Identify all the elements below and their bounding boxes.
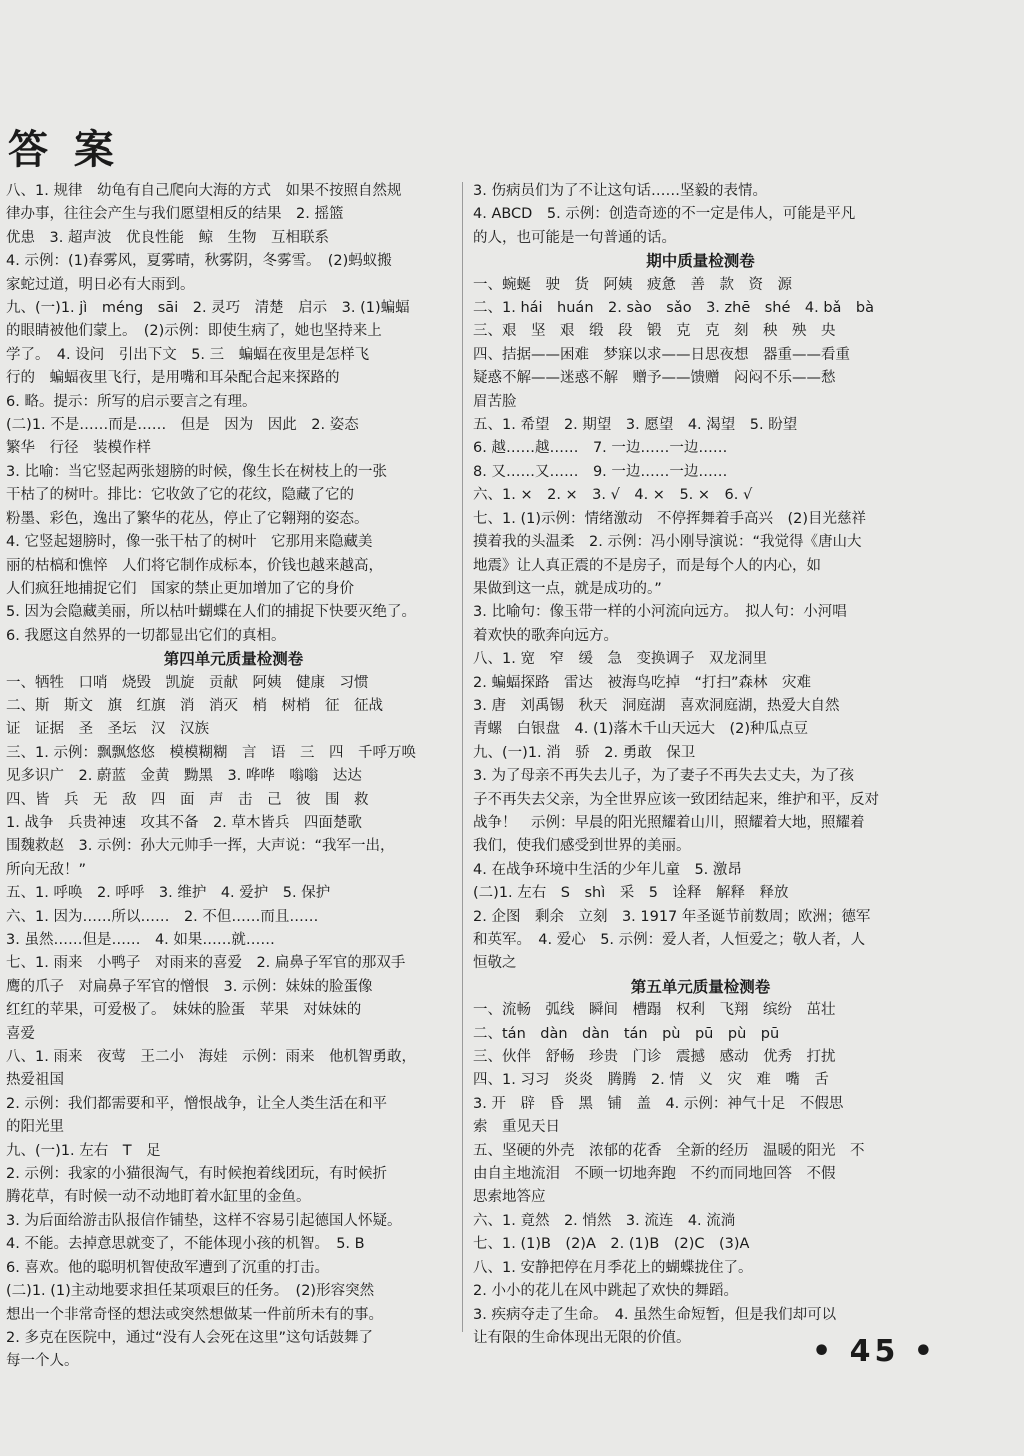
- answer-line: 让有限的生命体现出无限的价值。: [473, 1329, 691, 1346]
- answer-line: 2. 企图 剩余 立刻 3. 1917 年圣诞节前数周；欧洲；德军: [473, 908, 871, 925]
- answer-line: 六、1. 竟然 2. 悄然 3. 流连 4. 流淌: [473, 1212, 736, 1229]
- answer-line: 八、1. 雨来 夜莺 王二小 海娃 示例：雨来 他机智勇敢，: [6, 1049, 416, 1066]
- answer-line: 九、(一)1. 消 骄 2. 勇敢 保卫: [473, 744, 696, 761]
- answer-line: 腾花草，有时候一动不动地盯着水缸里的金鱼。: [6, 1189, 311, 1206]
- answer-line: 二、tán dàn dàn tán pù pū pù pū: [473, 1025, 780, 1042]
- answer-line: 4. 不能。去掉意思就变了，不能体现小孩的机智。 5. B: [6, 1236, 365, 1253]
- answer-line: 粉墨、彩色，逸出了繁华的花丛，停止了它翱翔的姿态。: [6, 510, 369, 527]
- answer-line: 8. 又……又…… 9. 一边……一边……: [473, 463, 728, 480]
- answer-line: 九、(一)1. jì méng sāi 2. 灵巧 清楚 启示 3. (1)蝙蝠: [6, 300, 410, 317]
- answer-line: 疑惑不解——迷惑不解 赠予——馈赠 闷闷不乐——愁: [473, 370, 836, 387]
- answer-line: 1. 战争 兵贵神速 攻其不备 2. 草木皆兵 四面楚歌: [6, 814, 362, 831]
- answer-line: 着欢快的歌奔向远方。: [473, 627, 618, 644]
- answer-line: 学了。 4. 设问 引出下文 5. 三 蝙蝠在夜里是怎样飞: [6, 346, 370, 363]
- answer-line: 丽的枯槁和憔悴 人们将它制作成标本，价钱也越来越高，: [6, 557, 383, 574]
- right-answer-column: [473, 180, 928, 1350]
- answer-line: 一、牺牲 口哨 烧毁 凯旋 贡献 阿姨 健康 习惯: [6, 674, 369, 691]
- answer-line: 家蛇过道，明日必有大雨到。: [6, 276, 195, 293]
- answer-line: 红红的苹果，可爱极了。 妹妹的脸蛋 苹果 对妹妹的: [6, 1002, 362, 1019]
- answer-line: 五、坚硬的外壳 浓郁的花香 全新的经历 温暖的阳光 不: [473, 1142, 865, 1159]
- answer-line: 二、1. hái huán 2. sào sǎo 3. zhē shé 4. bǎ bà: [473, 300, 875, 317]
- section-heading: 期中质量检测卷: [646, 252, 755, 271]
- answer-line: 摸着我的头温柔 2. 示例：冯小刚导演说：“我觉得《唐山大: [473, 534, 862, 551]
- answer-line: 七、1. (1)示例：情绪激动 不停挥舞着手高兴 (2)目光慈祥: [473, 510, 867, 527]
- answer-line: 4. 它竖起翅膀时，像一张干枯了的树叶 它那用来隐藏美: [6, 534, 373, 551]
- answer-line: 的阳光里: [6, 1119, 64, 1136]
- answer-line: 6. 喜欢。他的聪明机智使敌军遭到了沉重的打击。: [6, 1259, 329, 1276]
- answer-line: 八、1. 宽 窄 缓 急 变换调子 双龙洞里: [473, 651, 767, 668]
- answer-line: 所向无敌！”: [6, 861, 87, 878]
- answer-line: 战争！ 示例：早晨的阳光照耀着山川，照耀着大地，照耀着: [473, 814, 865, 831]
- answer-line: 繁华 行径 装模作样: [6, 440, 151, 457]
- answer-line: 干枯了的树叶。排比：它收敛了它的花纹，隐藏了它的: [6, 487, 354, 504]
- answer-line: 围魏救赵 3. 示例：孙大元帅手一挥，大声说：“我军一出，: [6, 838, 395, 855]
- answer-line: 和英军。 4. 爱心 5. 示例：爱人者，人恒爱之；敬人者，人: [473, 932, 866, 948]
- answer-line: 由自主地流泪 不顾一切地奔跑 不约而同地回答 不假: [473, 1166, 836, 1183]
- answer-line: 三、艰 坚 艰 缎 段 锻 克 克 刻 秧 殃 央: [473, 323, 836, 340]
- answer-line: (二)1. (1)主动地要求担任某项艰巨的任务。 (2)形容突然: [6, 1283, 375, 1300]
- answer-line: 热爱祖国: [6, 1072, 64, 1089]
- answer-line: 眉苦脸: [473, 393, 517, 410]
- section-heading: 第五单元质量检测卷: [630, 977, 771, 996]
- column-divider: [462, 182, 463, 1332]
- answer-line: 果做到这一点，就是成功的。”: [473, 580, 662, 597]
- answer-line: 六、1. 因为……所以…… 2. 不但……而且……: [6, 908, 319, 925]
- answer-line: 律办事，往往会产生与我们愿望相反的结果 2. 摇篮: [6, 206, 344, 223]
- answer-line: 人们疯狂地捕捉它们 国家的禁止更加增加了它的身价: [6, 580, 354, 597]
- answer-line: 2. 示例：我家的小猫很淘气，有时候抱着线团玩，有时候折: [6, 1166, 387, 1183]
- answer-line: 每一个人。: [6, 1353, 79, 1370]
- answer-line: 5. 因为会隐藏美丽，所以枯叶蝴蝶在人们的捕捉下快要灭绝了。: [6, 604, 416, 621]
- answer-line: 四、皆 兵 无 敌 四 面 声 击 己 彼 围 救: [6, 791, 369, 808]
- answer-line: 6. 越……越…… 7. 一边……一边……: [473, 440, 728, 457]
- answer-line: 的人，也可能是一句普通的话。: [473, 229, 676, 246]
- answer-line: 七、1. (1)B (2)A 2. (1)B (2)C (3)A: [473, 1236, 750, 1253]
- answer-line: 青螺 白银盘 4. (1)落木千山天远大 (2)种瓜点豆: [473, 721, 809, 738]
- answer-line: 6. 我愿这自然界的一切都显出它们的真相。: [6, 627, 286, 644]
- answer-line: 证 证据 圣 圣坛 汉 汉族: [6, 721, 209, 738]
- answer-line: 3. 开 辟 昏 黑 铺 盖 4. 示例：神气十足 不假思: [473, 1095, 844, 1112]
- answer-line: 2. 小小的花儿在风中跳起了欢快的舞蹈。: [473, 1283, 738, 1300]
- answer-line: 二、斯 斯文 旗 红旗 消 消灭 梢 树梢 征 征战: [6, 697, 383, 714]
- answer-line: 索 重见天日: [473, 1119, 560, 1136]
- answer-line: 三、1. 示例：飘飘悠悠 模模糊糊 言 语 三 四 千呼万唤: [6, 744, 416, 761]
- answer-line: 四、拮据——困难 梦寐以求——日思夜想 器重——看重: [473, 346, 850, 363]
- section-heading: 第四单元质量检测卷: [163, 650, 304, 669]
- answer-line: 优患 3. 超声波 优良性能 鲸 生物 互相联系: [6, 229, 329, 246]
- answer-line: 喜爱: [6, 1025, 35, 1042]
- answer-line: 一、蜿蜒 驶 货 阿姨 疲惫 善 款 资 源: [473, 276, 792, 293]
- left-answer-column: [6, 180, 461, 1374]
- answer-line: 子不再失去父亲，为全世界应该一致团结起来，维护和平，反对: [473, 791, 879, 808]
- answer-line: 四、1. 习习 炎炎 腾腾 2. 情 义 灾 难 嘴 舌: [473, 1072, 829, 1089]
- answer-line: 3. 比喻句：像玉带一样的小河流向远方。 拟人句：小河唱: [473, 604, 847, 621]
- answer-line: (二)1. 不是……而是…… 但是 因为 因此 2. 姿态: [6, 417, 359, 434]
- answer-line: 2. 示例：我们都需要和平，憎恨战争，让全人类生活在和平: [6, 1095, 387, 1112]
- answer-line: 恒敬之: [473, 955, 517, 972]
- answer-line: 6. 略。提示：所写的启示要言之有理。: [6, 393, 257, 410]
- answer-line: 3. 比喻：当它竖起两张翅膀的时候，像生长在树枝上的一张: [6, 463, 387, 480]
- answer-line: 2. 蝙蝠探路 雷达 被海鸟吃掉 “打扫”森林 灾难: [473, 674, 811, 691]
- answer-line: 4. 示例：(1)春雾风，夏雾晴，秋雾阴，冬雾雪。 (2)蚂蚁搬: [6, 253, 392, 270]
- answer-line: 的眼睛被他们蒙上。 (2)示例：即使生病了，她也坚持来上: [6, 323, 382, 340]
- answer-line: 见多识广 2. 蔚蓝 金黄 黝黑 3. 哗哗 嗡嗡 达达: [6, 768, 362, 785]
- answer-line: 三、伙伴 舒畅 珍贵 门诊 震撼 感动 优秀 打扰: [473, 1049, 836, 1066]
- answer-line: 地震》让人真正震的不是房子，而是每个人的内心，如: [473, 557, 821, 574]
- answer-line: 3. 伤病员们为了不让这句话……坚毅的表情。: [473, 183, 767, 199]
- answer-line: 3. 唐 刘禹锡 秋天 洞庭湖 喜欢洞庭湖，热爱大自然: [473, 697, 840, 714]
- answer-line: 六、1. × 2. × 3. √ 4. × 5. × 6. √: [473, 487, 753, 504]
- page-title: 答 案: [8, 126, 120, 173]
- answer-line: 鹰的爪子 对扁鼻子军官的憎恨 3. 示例：妹妹的脸蛋像: [6, 978, 373, 995]
- page-number: • 45 •: [812, 1334, 937, 1369]
- answer-line: 3. 为后面给游击队报信作铺垫，这样不容易引起德国人怀疑。: [6, 1212, 402, 1229]
- answer-line: 4. 在战争环境中生活的少年儿童 5. 激昂: [473, 861, 742, 878]
- answer-line: 想出一个非常奇怪的想法或突然想做某一件前所未有的事。: [6, 1306, 383, 1323]
- answer-line: 一、流畅 弧线 瞬间 槽蹋 权利 飞翔 缤纷 茁壮: [473, 1002, 836, 1019]
- answer-line: 3. 虽然……但是…… 4. 如果……就……: [6, 932, 275, 948]
- answer-line: 3. 为了母亲不再失去儿子，为了妻子不再失去丈夫，为了孩: [473, 768, 854, 785]
- answer-line: 3. 疾病夺走了生命。 4. 虽然生命短暂，但是我们却可以: [473, 1306, 837, 1323]
- answer-line: 我们，使我们感受到世界的美丽。: [473, 838, 691, 855]
- answer-line: 八、1. 规律 幼龟有自己爬向大海的方式 如果不按照自然规: [6, 183, 402, 199]
- answer-line: 八、1. 安静把停在月季花上的蝴蝶拢住了。: [473, 1259, 753, 1276]
- answer-line: (二)1. 左右 S shì 采 5 诠释 解释 释放: [473, 885, 789, 902]
- answer-line: 行的 蝙蝠夜里飞行，是用嘴和耳朵配合起来探路的: [6, 370, 340, 387]
- answer-line: 五、1. 希望 2. 期望 3. 愿望 4. 渴望 5. 盼望: [473, 417, 798, 434]
- answer-line: 4. ABCD 5. 示例：创造奇迹的不一定是伟人，可能是平凡: [473, 206, 856, 223]
- answer-line: 七、1. 雨来 小鸭子 对雨来的喜爱 2. 扁鼻子军官的那双手: [6, 955, 406, 972]
- answer-line: 2. 多克在医院中，通过“没有人会死在这里”这句话鼓舞了: [6, 1329, 373, 1346]
- answer-line: 思索地答应: [473, 1189, 546, 1206]
- answer-line: 九、(一)1. 左右 T 足: [6, 1142, 161, 1159]
- answer-line: 五、1. 呼唤 2. 呼呼 3. 维护 4. 爱护 5. 保护: [6, 885, 331, 902]
